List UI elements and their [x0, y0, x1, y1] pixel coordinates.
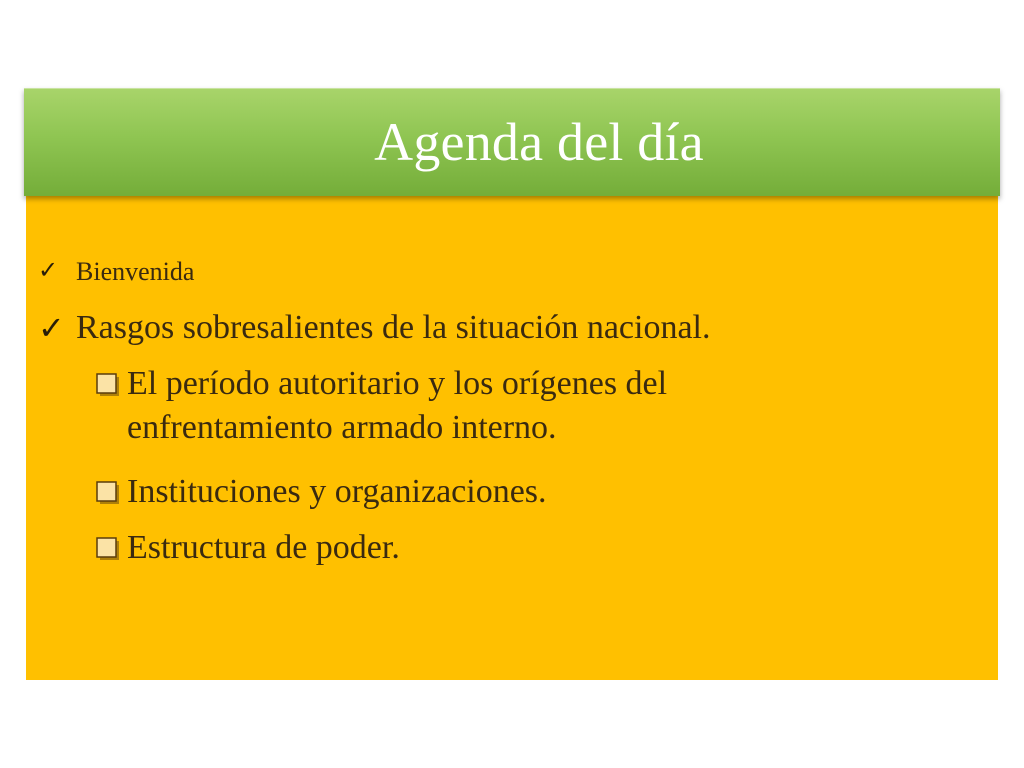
square-bullet-icon: [95, 536, 121, 562]
square-bullet-icon: [95, 372, 121, 398]
check-icon: ✓: [38, 258, 59, 284]
check-icon: ✓: [38, 310, 65, 346]
agenda-item-national-situation: Rasgos sobresalientes de la situación nacional.: [76, 309, 711, 346]
slide-title: Agenda del día: [374, 111, 704, 172]
title-bar: [24, 88, 1000, 196]
agenda-subitem-institutions: Instituciones y organizaciones.: [127, 473, 547, 510]
agenda-subitem-power-structure: Estructura de poder.: [127, 529, 400, 566]
agenda-item-welcome: Bienvenida: [76, 257, 195, 286]
square-bullet-icon: [95, 480, 121, 506]
agenda-subitem-authoritarian-period: El período autoritario y los orígenes del enfrentamiento armado interno.: [127, 365, 668, 446]
